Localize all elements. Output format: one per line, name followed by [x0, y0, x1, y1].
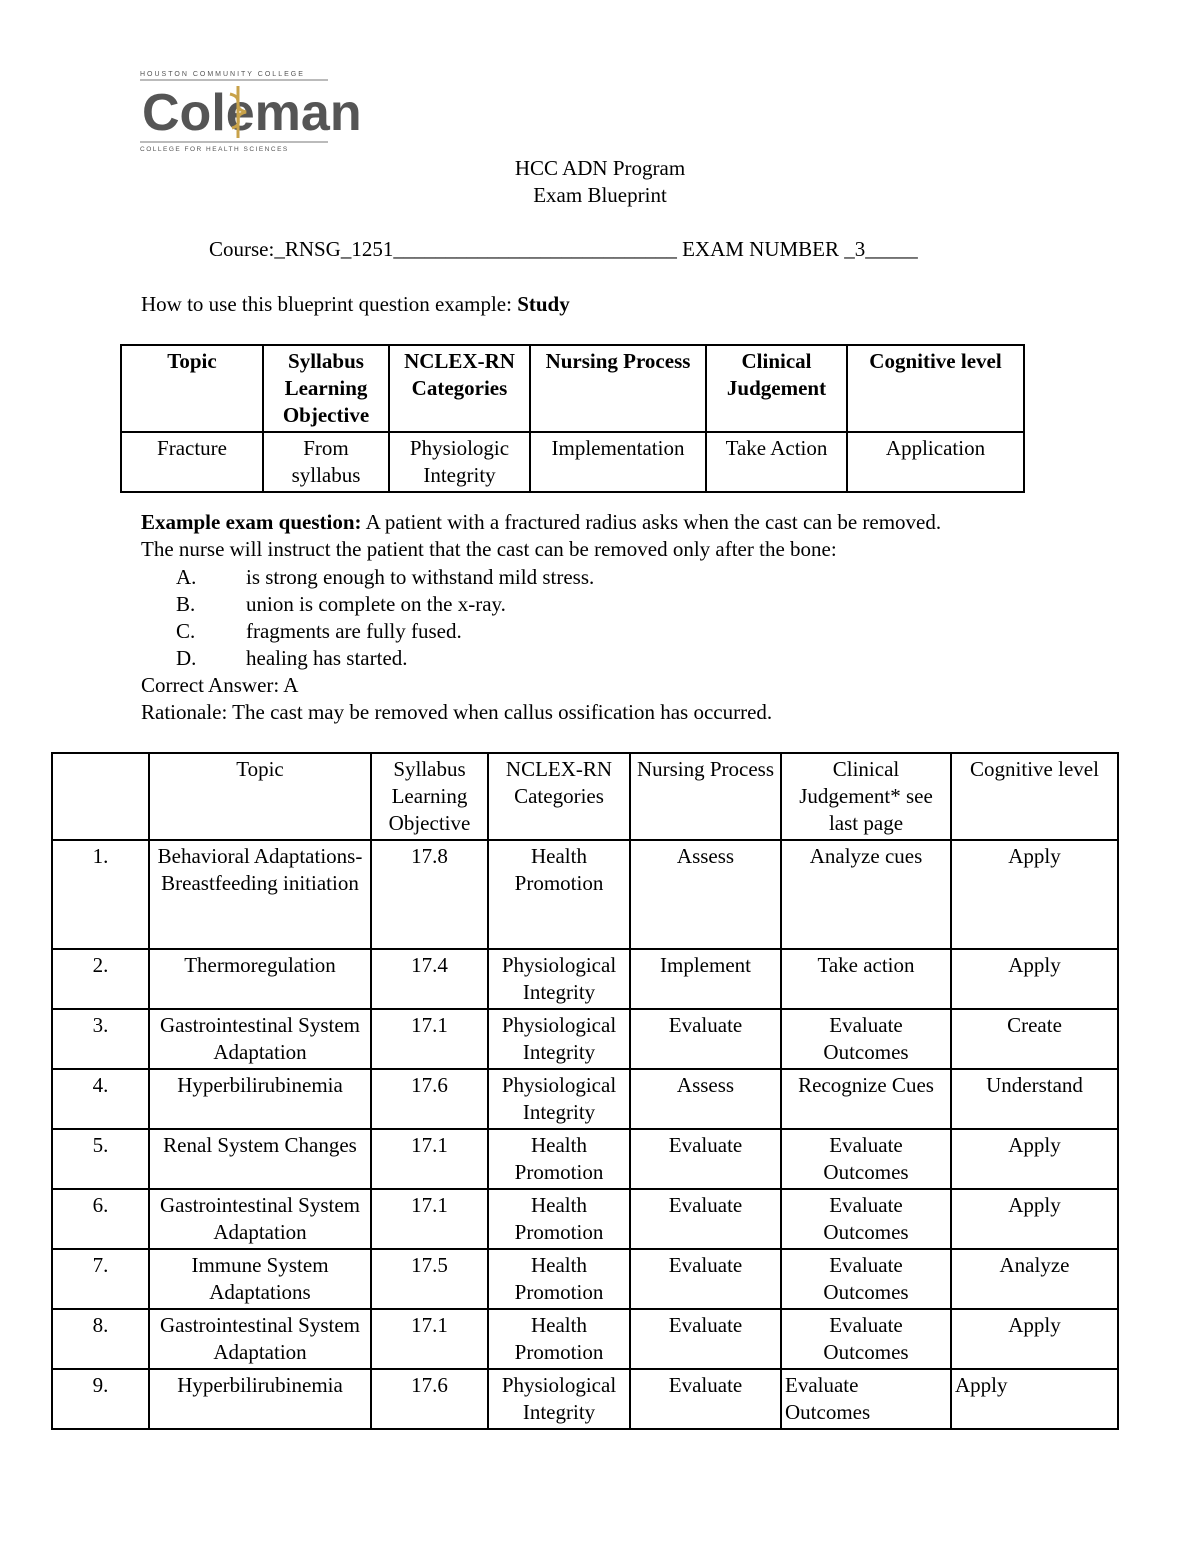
example-cell: From syllabus — [263, 432, 389, 492]
blueprint-table — [51, 752, 1119, 1430]
nclex-cell: Health Promotion — [488, 1189, 630, 1249]
process-cell: Evaluate — [630, 1009, 781, 1069]
col-judgement: Clinical Judgement — [706, 345, 847, 432]
process-cell: Evaluate — [630, 1309, 781, 1369]
example-question: Example exam question: A patient with a fractured radius asks when the cast can be removed. — [141, 510, 942, 534]
row-number: 4. — [52, 1069, 149, 1129]
topic-cell: Behavioral Adaptations-Breastfeeding initiation — [149, 840, 371, 949]
process-cell: Evaluate — [630, 1189, 781, 1249]
nclex-cell: Health Promotion — [488, 1249, 630, 1309]
blueprint-subtitle: Exam Blueprint — [533, 183, 667, 207]
cognitive-cell: Apply — [951, 1189, 1118, 1249]
process-cell: Evaluate — [630, 1369, 781, 1429]
course-line: Course:_RNSG_1251___________________________ EXAM NUMBER _3_____ — [209, 237, 918, 261]
row-number: 9. — [52, 1369, 149, 1429]
judgement-cell: Analyze cues — [781, 840, 951, 949]
process-cell: Implement — [630, 949, 781, 1009]
example-cell: Application — [847, 432, 1024, 492]
svg-text:Coleman: Coleman — [142, 84, 362, 142]
objective-cell: 17.6 — [371, 1069, 488, 1129]
judgement-cell: Evaluate Outcomes — [781, 1189, 951, 1249]
example-cell: Take Action — [706, 432, 847, 492]
objective-cell: 17.5 — [371, 1249, 488, 1309]
process-cell: Evaluate — [630, 1249, 781, 1309]
col-objective: Syllabus Learning Objective — [371, 753, 488, 840]
col-nclex: NCLEX-RN Categories — [389, 345, 530, 432]
judgement-cell: Evaluate Outcomes — [781, 1009, 951, 1069]
example-cell: Fracture — [121, 432, 263, 492]
cognitive-cell: Create — [951, 1009, 1118, 1069]
process-cell: Assess — [630, 840, 781, 949]
table-row — [52, 1249, 1118, 1309]
nclex-cell: Health Promotion — [488, 1309, 630, 1369]
judgement-cell: Take action — [781, 949, 951, 1009]
topic-cell: Renal System Changes — [149, 1129, 371, 1189]
nclex-cell: Health Promotion — [488, 1129, 630, 1189]
row-number: 3. — [52, 1009, 149, 1069]
objective-cell: 17.1 — [371, 1129, 488, 1189]
topic-cell: Gastrointestinal System Adaptation — [149, 1189, 371, 1249]
judgement-cell: Recognize Cues — [781, 1069, 951, 1129]
program-title: HCC ADN Program — [514, 156, 686, 180]
option-c: C. fragments are fully fused. — [176, 619, 462, 643]
row-number: 5. — [52, 1129, 149, 1189]
objective-cell: 17.1 — [371, 1309, 488, 1369]
col-judgement: Clinical Judgement* see last page — [781, 753, 951, 840]
answer-options — [176, 564, 594, 672]
judgement-cell: Evaluate Outcomes — [781, 1249, 951, 1309]
example-question-line2: The nurse will instruct the patient that the cast can be removed only after the bone: — [141, 537, 837, 561]
judgement-cell: Evaluate Outcomes — [781, 1369, 951, 1429]
objective-cell: 17.1 — [371, 1189, 488, 1249]
objective-cell: 17.8 — [371, 840, 488, 949]
table-row — [52, 1069, 1118, 1129]
example-table — [120, 344, 1025, 493]
cognitive-cell: Apply — [951, 1309, 1118, 1369]
correct-answer: Correct Answer: A — [141, 673, 299, 697]
process-cell: Evaluate — [630, 1129, 781, 1189]
rationale: Rationale: The cast may be removed when callus ossification has occurred. — [141, 700, 773, 724]
table-row — [52, 1309, 1118, 1369]
option-d: D. healing has started. — [176, 646, 408, 670]
objective-cell: 17.4 — [371, 949, 488, 1009]
judgement-cell: Evaluate Outcomes — [781, 1129, 951, 1189]
topic-cell: Hyperbilirubinemia — [149, 1369, 371, 1429]
col-objective: Syllabus Learning Objective — [263, 345, 389, 432]
col-topic: Topic — [149, 753, 371, 840]
table-row — [52, 1189, 1118, 1249]
intro-line: How to use this blueprint question example: Study — [141, 292, 570, 316]
cognitive-cell: Apply — [951, 1369, 1118, 1429]
cognitive-cell: Apply — [951, 1129, 1118, 1189]
col-process: Nursing Process — [530, 345, 706, 432]
topic-cell: Thermoregulation — [149, 949, 371, 1009]
table-row — [52, 840, 1118, 949]
topic-cell: Immune System Adaptations — [149, 1249, 371, 1309]
row-number: 8. — [52, 1309, 149, 1369]
topic-cell: Gastrointestinal System Adaptation — [149, 1309, 371, 1369]
nclex-cell: Physiological Integrity — [488, 1069, 630, 1129]
option-a: A. is strong enough to withstand mild stress. — [176, 565, 595, 589]
cognitive-cell: Analyze — [951, 1249, 1118, 1309]
objective-cell: 17.6 — [371, 1369, 488, 1429]
col-cognitive: Cognitive level — [847, 345, 1024, 432]
row-number: 1. — [52, 840, 149, 949]
col-cognitive: Cognitive level — [951, 753, 1118, 840]
table-row — [52, 1129, 1118, 1189]
col-process: Nursing Process — [630, 753, 781, 840]
example-cell: Physiologic Integrity — [389, 432, 530, 492]
col-number — [52, 753, 149, 840]
nclex-cell: Physiological Integrity — [488, 1369, 630, 1429]
table-row — [52, 949, 1118, 1009]
table-row — [52, 1369, 1118, 1429]
nclex-cell: Physiological Integrity — [488, 949, 630, 1009]
option-b: B. union is complete on the x-ray. — [176, 592, 506, 616]
process-cell: Assess — [630, 1069, 781, 1129]
coleman-logo — [140, 68, 362, 154]
judgement-cell: Evaluate Outcomes — [781, 1309, 951, 1369]
table-row — [52, 1009, 1118, 1069]
cognitive-cell: Apply — [951, 949, 1118, 1009]
cognitive-cell: Apply — [951, 840, 1118, 949]
objective-cell: 17.1 — [371, 1009, 488, 1069]
svg-text:COLLEGE FOR HEALTH SCIENCES: COLLEGE FOR HEALTH SCIENCES — [140, 146, 289, 153]
example-cell: Implementation — [530, 432, 706, 492]
row-number: 2. — [52, 949, 149, 1009]
nclex-cell: Health Promotion — [488, 840, 630, 949]
topic-cell: Gastrointestinal System Adaptation — [149, 1009, 371, 1069]
svg-text:HOUSTON COMMUNITY COLLEGE: HOUSTON COMMUNITY COLLEGE — [140, 71, 305, 78]
col-nclex: NCLEX-RN Categories — [488, 753, 630, 840]
row-number: 7. — [52, 1249, 149, 1309]
row-number: 6. — [52, 1189, 149, 1249]
topic-cell: Hyperbilirubinemia — [149, 1069, 371, 1129]
cognitive-cell: Understand — [951, 1069, 1118, 1129]
col-topic: Topic — [121, 345, 263, 432]
nclex-cell: Physiological Integrity — [488, 1009, 630, 1069]
